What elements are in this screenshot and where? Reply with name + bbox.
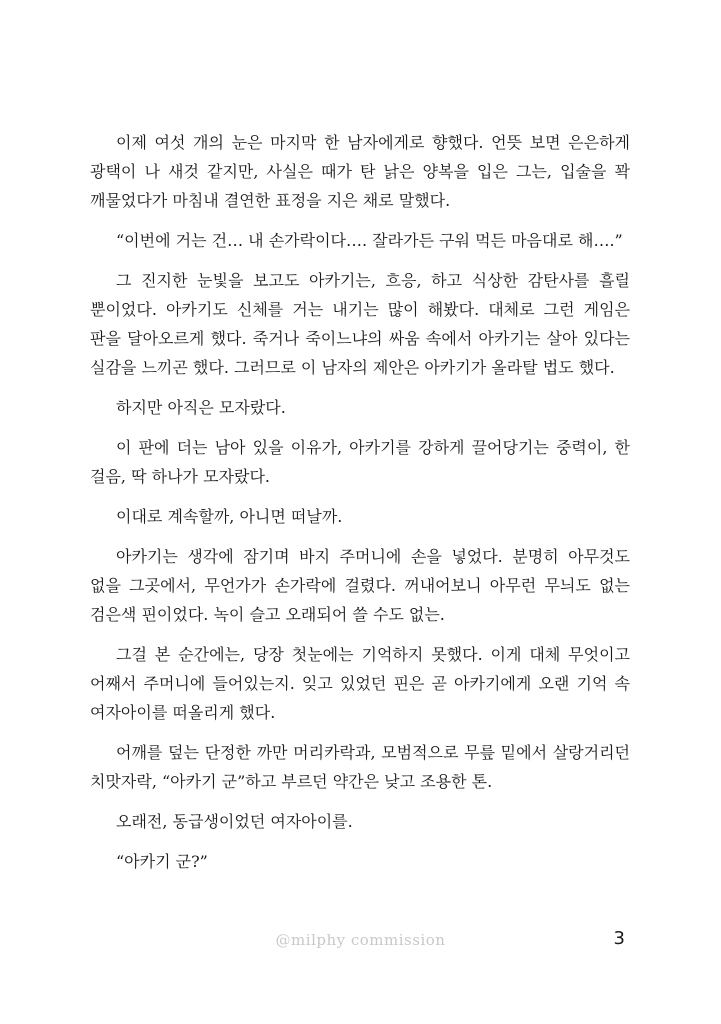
paragraph: 어깨를 덮는 단정한 까만 머리카락과, 모범적으로 무릎 밑에서 살랑거리던 치맛자락, “아카기 군”하고 부르던 약간은 낮고 조용한 톤. xyxy=(90,743,630,791)
paragraph: “이번에 거는 건… 내 손가락이다…. 잘라가든 구워 먹든 마음대로 해….” xyxy=(116,231,623,250)
paragraph: 그걸 본 순간에는, 당장 첫눈에는 기억하지 못했다. 이게 대체 무엇이고 어째서 주머니에 들어있는지. 잊고 있었던 핀은 곧 아카기에게 오랜 기억 속 여자아이를 떠올리게 했다. xyxy=(90,645,630,722)
paragraph: 이 판에 더는 남아 있을 이유가, 아카기를 강하게 끌어당기는 중력이, 한 걸음, 딱 하나가 모자랐다. xyxy=(90,438,630,486)
paragraph: 이제 여섯 개의 눈은 마지막 한 남자에게로 향했다. 언뜻 보면 은은하게 광택이 나 새것 같지만, 사실은 때가 탄 낡은 양복을 입은 그는, 입술을 꽉 깨물었다가 마침내 결연한 표정을 지은 채로 말했다. xyxy=(90,133,630,210)
paragraph: 그 진지한 눈빛을 보고도 아카기는, 흐응, 하고 식상한 감탄사를 흘릴 뿐이었다. 아카기도 신체를 거는 내기는 많이 해봤다. 대체로 그런 게임은 판을 달아오르게 했다. 죽거나 죽이느냐의 싸움 속에서 아카기는 살아 있다는 실감을 느끼곤 했다. 그러므로 이 남자의 제안은 아카기가 올라탈 법도 했다. xyxy=(90,271,630,377)
paragraph: “아카기 군?” xyxy=(116,852,208,871)
watermark: @milphy commission xyxy=(275,931,446,949)
paragraph: 오래전, 동급생이었던 여자아이를. xyxy=(116,812,353,831)
paragraph: 하지만 아직은 모자랐다. xyxy=(116,398,286,417)
page-number: 3 xyxy=(613,928,625,949)
body-text xyxy=(90,128,630,887)
paragraph: 이대로 계속할까, 아니면 떠날까. xyxy=(116,507,343,526)
paragraph: 아카기는 생각에 잠기며 바지 주머니에 손을 넣었다. 분명히 아무것도 없을 그곳에서, 무언가가 손가락에 걸렸다. 꺼내어보니 아무런 무늬도 없는 검은색 핀이었다. 녹이 슬고 오래되어 쓸 수도 없는. xyxy=(90,547,630,624)
